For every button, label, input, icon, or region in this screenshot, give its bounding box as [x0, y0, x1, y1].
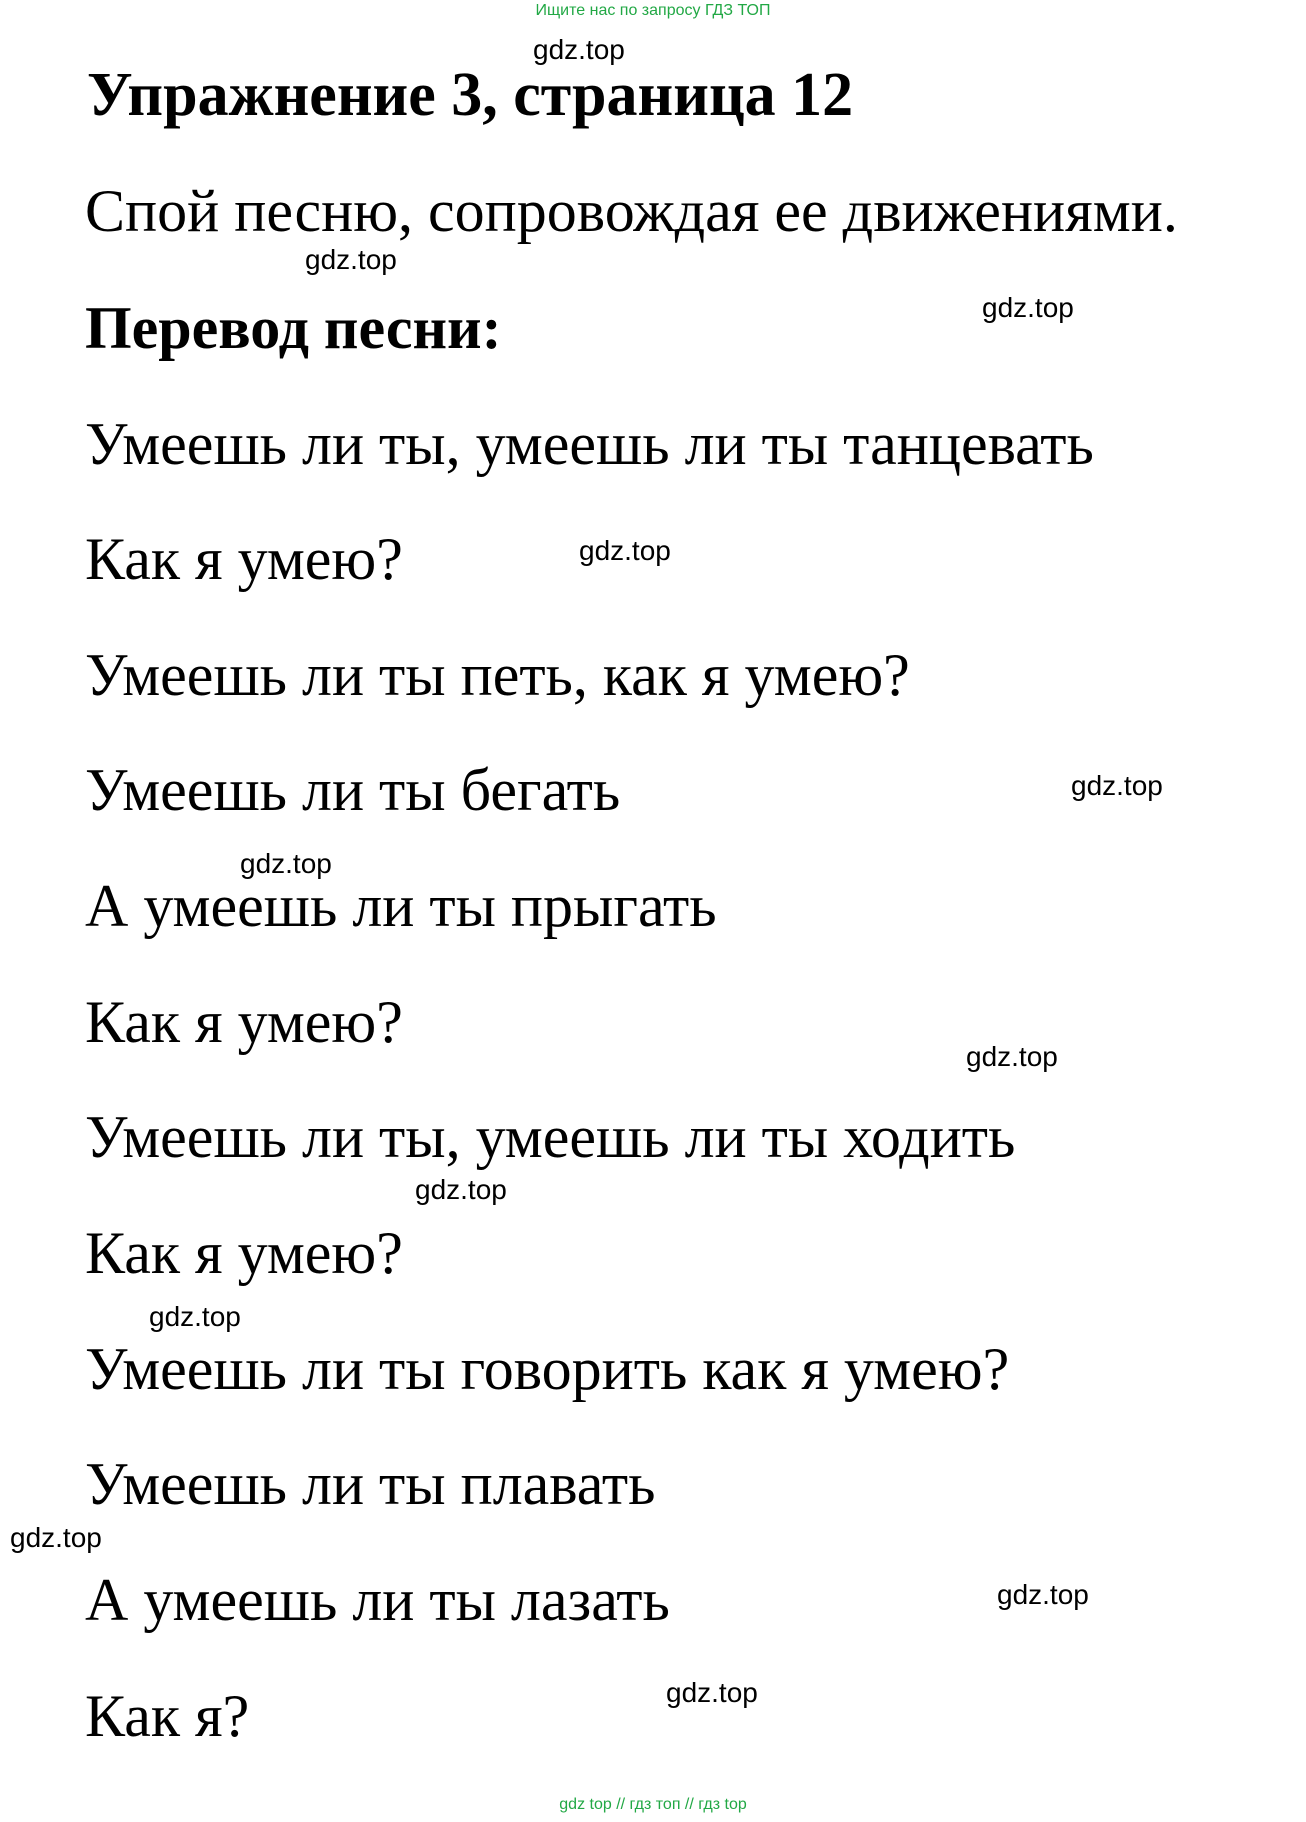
lyric-line: А умеешь ли ты прыгать [85, 873, 717, 939]
watermark: gdz.top [666, 1677, 758, 1708]
watermark: gdz.top [415, 1174, 507, 1205]
watermark: gdz.top [533, 34, 625, 65]
watermark: gdz.top [982, 292, 1074, 323]
watermark: gdz.top [966, 1041, 1058, 1072]
lyric-line: Как я умею? [85, 989, 403, 1055]
page-title: Упражнение 3, страница 12 [87, 61, 854, 129]
lyric-line: Как я умею? [85, 1220, 403, 1286]
watermark: gdz.top [579, 535, 671, 566]
watermark: gdz.top [240, 848, 332, 879]
lyric-line: Умеешь ли ты плавать [85, 1451, 656, 1517]
watermark: gdz.top [1071, 770, 1163, 801]
lyric-line: Как я? [85, 1683, 250, 1749]
lyric-line: Умеешь ли ты петь, как я умею? [85, 642, 910, 708]
lyric-line: Умеешь ли ты бегать [85, 757, 621, 823]
watermark: gdz.top [10, 1522, 102, 1553]
lyric-line: Умеешь ли ты говорить как я умею? [85, 1336, 1010, 1402]
watermark: gdz.top [997, 1579, 1089, 1610]
lyric-line: Умеешь ли ты, умеешь ли ты ходить [85, 1104, 1016, 1170]
lyric-line: Умеешь ли ты, умеешь ли ты танцевать [85, 411, 1094, 477]
exercise-instruction: Спой песню, сопровождая ее движениями. [85, 178, 1178, 244]
footer-banner[interactable]: gdz top // гдз топ // гдз top [559, 1796, 747, 1813]
lyric-line: Как я умею? [85, 526, 403, 592]
header-banner[interactable]: Ищите нас по запросу ГДЗ ТОП [535, 2, 771, 19]
watermark: gdz.top [149, 1301, 241, 1332]
lyric-line: А умеешь ли ты лазать [85, 1567, 670, 1633]
watermark: gdz.top [305, 244, 397, 275]
translation-heading: Перевод песни: [85, 295, 502, 361]
